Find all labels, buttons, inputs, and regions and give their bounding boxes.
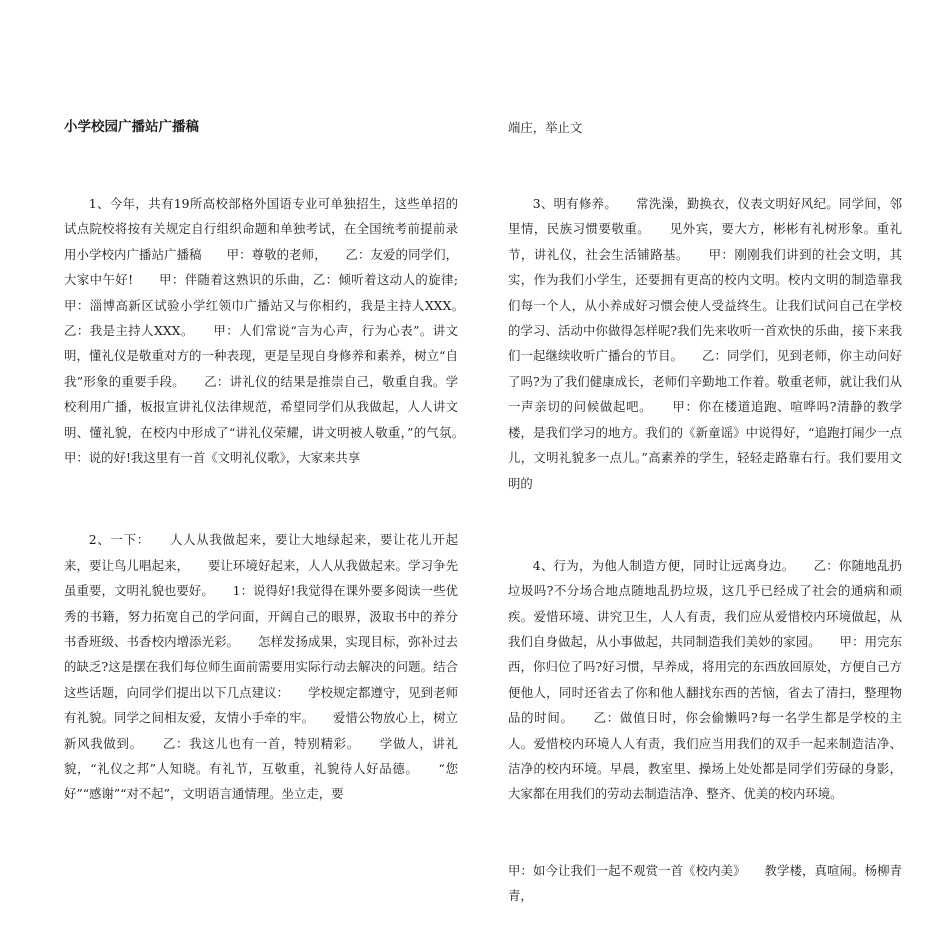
paragraph-5: 甲：如今让我们一起不观赏一首《校内美》 教学楼，真喧闹。杨柳青青， bbox=[508, 862, 902, 903]
left-column bbox=[64, 64, 483, 832]
right-column bbox=[508, 64, 902, 934]
paragraph-4: 4、行为，为他人制造方便，同时让远离身边。 乙：你随地乱扔垃圾吗?不分场合地点随地乱扔垃圾，这几乎已经成了社会的通病和顽疾。爱惜环境、讲究卫生，人人有责，我们应从爱惜校内环境做起，从我们自身做起，从小事做起，共同制造我们美妙的家园。 甲：用完东西，你归位了吗?好习惯，早养成，将用完的东西放回原处，方便自己方便他人，同时还省去了你和他人翻找东西的苦恼，省去了清扫，整理物品的时间。 乙：做值日时，你会偷懒吗?每一名学生都是学校的主人。爱惜校内环境人人有责，我们应当用我们的双手一起来制造洁净、洁净的校内环境。早晨，教室里、操场上处处都是同学们劳碌的身影，大家都在用我们的劳动去制造洁净、整齐、优美的校内环境。 bbox=[508, 557, 902, 802]
paragraph-1: 1、今年，共有19所高校部格外国语专业可单独招生，这些单招的试点院校将按有关规定自行组织命题和单独考试，在全国统考前提前录用小学校内广播站广播稿 甲：尊敬的老师， 乙：友爱的同学们，大家中午好! 甲：伴随着这熟识的乐曲，乙：倾听着这动人的旋律; 甲：淄博高新区试验小学红领巾广播站又与你相约，我是主持人XXX。 乙：我是主持人XXX。 甲：人们常说“言为心声，行为心表”。讲文明，懂礼仪是敬重对方的一种表现，更是呈现自身修养和素养，树立“自我”形象的重要手段。 乙：讲礼仪的结果是推崇自己，敬重自我。学校利用广播，板报宣讲礼仪法律规范，希望同学们从我做起，人人讲文明、懂礼貌，在校内中形成了“讲礼仪荣耀，讲文明被人敬重，”的气氛。 甲：说的好!我这里有一首《文明礼仪歌》，大家来共享 bbox=[64, 196, 483, 466]
paragraph-3: 3、明有修养。 常洗澡，勤换衣，仪表文明好风纪。同学间，邻里情，民族习惯要敬重。 见外宾，要大方，彬彬有礼树形象。重礼节，讲礼仪，社会生活铺路基。 甲：刚刚我们讲到的社会文明，其实，作为我们小学生，还要拥有更高的校内文明。校内文明的制造靠我们每一个人，从小养成好习惯会使人受益终生。让我们试问自己在学校的学习、活动中你做得怎样呢?我们先来收听一首欢快的乐曲，接下来我们一起继续收听广播台的节目。 乙：同学们，见到老师，你主动问好了吗?为了我们健康成长，老师们辛勤地工作着。敬重老师，就让我们从一声亲切的问候做起吧。 甲：你在楼道追跑、喧哗吗?清静的教学楼，是我们学习的地方。我们的《新童谣》中说得好，“追跑打闹少一点儿，文明礼貌多一点儿。”高素养的学生，轻轻走路靠右行。我们要用文明的 bbox=[508, 196, 902, 491]
paragraph-2: 2、一下： 人人从我做起来，要让大地绿起来，要让花儿开起来，要让鸟儿唱起来， 要让环境好起来，人人从我做起来。学习争先虽重要，文明礼貌也要好。 1：说得好!我觉得在课外要多阅读一些优秀的书籍，努力拓宽自己的学问面，开阔自己的眼界，汲取书中的养分书香班级、书香校内增添光彩。 怎样发扬成果，实现目标，弥补过去的缺乏?这是摆在我们每位师生面前需要用实际行动去解决的问题。结合这些话题，向同学们提出以下几点建议： 学校规定都遵守，见到老师有礼貌。同学之间相友爱，友情小手牵的牢。 爱惜公物放心上，树立新风我做到。 乙：我这儿也有一首，特别精彩。 学做人，讲礼貌，“礼仪之邦”人知晓。有礼节，互敬重，礼貌待人好品德。 “您好”“感谢”“对不起”，文明语言通情理。坐立走，要 bbox=[64, 532, 458, 802]
document-title: 小学校园广播站广播稿 bbox=[64, 118, 199, 135]
paragraph-2-continued: 端庄，举止文 bbox=[508, 119, 583, 135]
